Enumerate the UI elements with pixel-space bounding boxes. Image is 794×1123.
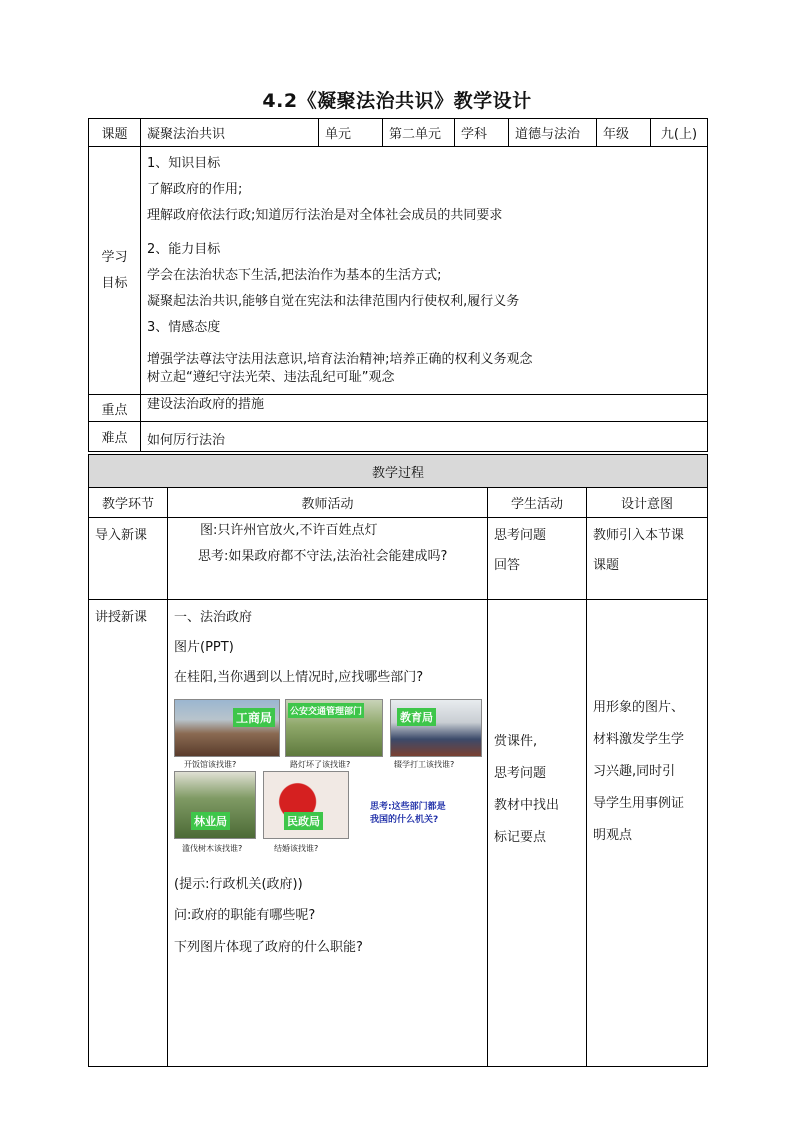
think-line: 思考:这些部门都是 xyxy=(370,802,446,812)
tag-civil-affairs: 民政局 xyxy=(284,812,323,830)
subject-value: 道德与法治 xyxy=(509,119,597,147)
tag-forestry: 林业局 xyxy=(191,812,230,830)
info-table xyxy=(88,118,708,452)
lecture-teacher-line: 问:政府的职能有哪些呢? xyxy=(174,908,316,923)
lecture-stage: 讲授新课 xyxy=(89,600,168,1067)
goal-line: 凝聚起法治共识,能够自觉在宪法和法律范围内行使权利,履行义务 xyxy=(147,294,520,309)
difficulty-label: 难点 xyxy=(89,422,141,452)
topic-value: 凝聚法治共识 xyxy=(141,119,319,147)
goal-line: 理解政府依法行政;知道厉行法治是对全体社会成员的共同要求 xyxy=(147,208,503,223)
unit-value: 第二单元 xyxy=(383,119,455,147)
intro-student-line: 思考问题 xyxy=(494,528,547,543)
page-title: 4.2《凝聚法治共识》教学设计 xyxy=(262,90,532,112)
tag-education: 教育局 xyxy=(397,708,436,726)
lecture-student-line: 教材中找出 xyxy=(494,798,560,813)
goal-line: 了解政府的作用; xyxy=(147,182,243,197)
intro-teacher-line: 图:只许州官放火,不许百姓点灯 xyxy=(200,523,378,538)
caption-dropout: 辍学打工该找谁? xyxy=(394,760,455,769)
lecture-teacher-line: 一、法治政府 xyxy=(174,610,253,625)
tag-gongshang: 工商局 xyxy=(233,708,275,727)
intro-teacher-line: 思考:如果政府都不守法,法治社会能建成吗? xyxy=(198,549,448,564)
lecture-teacher-line: 在桂阳,当你遇到以上情况时,应找哪些部门? xyxy=(174,670,424,685)
caption-streetlight: 路灯坏了该找谁? xyxy=(290,760,351,769)
intro-stage: 导入新课 xyxy=(89,518,168,600)
difficulty-text: 如何厉行法治 xyxy=(141,422,708,452)
header-stage: 教学环节 xyxy=(89,488,168,518)
goal-line: 学会在法治状态下生活,把法治作为基本的生活方式; xyxy=(147,268,442,283)
image-streetlight xyxy=(285,699,383,757)
caption-marriage: 结婚该找谁? xyxy=(274,844,319,853)
lecture-student-line: 赏课件, xyxy=(494,734,538,749)
image-marriage xyxy=(263,771,349,839)
image-dropout xyxy=(390,699,482,757)
topic-label: 课题 xyxy=(89,119,141,147)
goal-line: 1、知识目标 xyxy=(147,156,221,171)
intro-teacher xyxy=(168,518,488,600)
intro-student xyxy=(488,518,587,600)
header-teacher: 教师活动 xyxy=(168,488,488,518)
lecture-teacher-line: 图片(PPT) xyxy=(174,640,234,655)
process-heading: 教学过程 xyxy=(89,455,708,488)
caption-restaurant: 开饭馆该找谁? xyxy=(184,760,237,769)
grade-value: 九(上) xyxy=(651,119,708,147)
department-images xyxy=(174,699,481,867)
lecture-intent-line: 导学生用事例证 xyxy=(593,796,685,811)
grade-label: 年级 xyxy=(597,119,651,147)
intro-intent xyxy=(587,518,708,600)
header-intent: 设计意图 xyxy=(587,488,708,518)
lecture-teacher-line: 下列图片体现了政府的什么职能? xyxy=(174,940,363,955)
lecture-teacher xyxy=(168,600,488,1067)
key-text: 建设法治政府的措施 xyxy=(141,395,708,422)
lecture-teacher-line: (提示:行政机关(政府)) xyxy=(174,877,303,892)
image-restaurant xyxy=(174,699,280,757)
process-table xyxy=(88,454,708,1067)
lecture-student-line: 思考问题 xyxy=(494,766,547,781)
intro-intent-line: 教师引入本节课 xyxy=(593,528,685,543)
lecture-student-line: 标记要点 xyxy=(494,830,547,845)
goal-line: 树立起“遵纪守法光荣、违法乱纪可耻”观念 xyxy=(147,370,395,385)
lecture-intent-line: 用形象的图片、 xyxy=(593,700,685,715)
goals-label: 学习 目标 xyxy=(89,147,141,395)
caption-deforestation: 滥伐树木该找谁? xyxy=(182,844,243,853)
lecture-student xyxy=(488,600,587,1067)
think-line: 我国的什么机关? xyxy=(370,815,439,825)
lecture-intent-line: 习兴趣,同时引 xyxy=(593,764,676,779)
tag-traffic: 公安交通管理部门 xyxy=(288,703,364,718)
image-deforestation xyxy=(174,771,256,839)
intro-intent-line: 课题 xyxy=(593,558,620,573)
key-label: 重点 xyxy=(89,395,141,422)
header-student: 学生活动 xyxy=(488,488,587,518)
goal-line: 2、能力目标 xyxy=(147,242,221,257)
lecture-intent xyxy=(587,600,708,1067)
goal-line: 增强学法尊法守法用法意识,培育法治精神;培养正确的权利义务观念 xyxy=(147,352,533,367)
lecture-intent-line: 材料激发学生学 xyxy=(593,732,685,747)
intro-student-line: 回答 xyxy=(494,558,521,573)
unit-label: 单元 xyxy=(319,119,383,147)
goals-content xyxy=(141,147,708,395)
think-prompt xyxy=(370,801,446,827)
goal-line: 3、情感态度 xyxy=(147,320,221,335)
subject-label: 学科 xyxy=(455,119,509,147)
lecture-intent-line: 明观点 xyxy=(593,828,633,843)
